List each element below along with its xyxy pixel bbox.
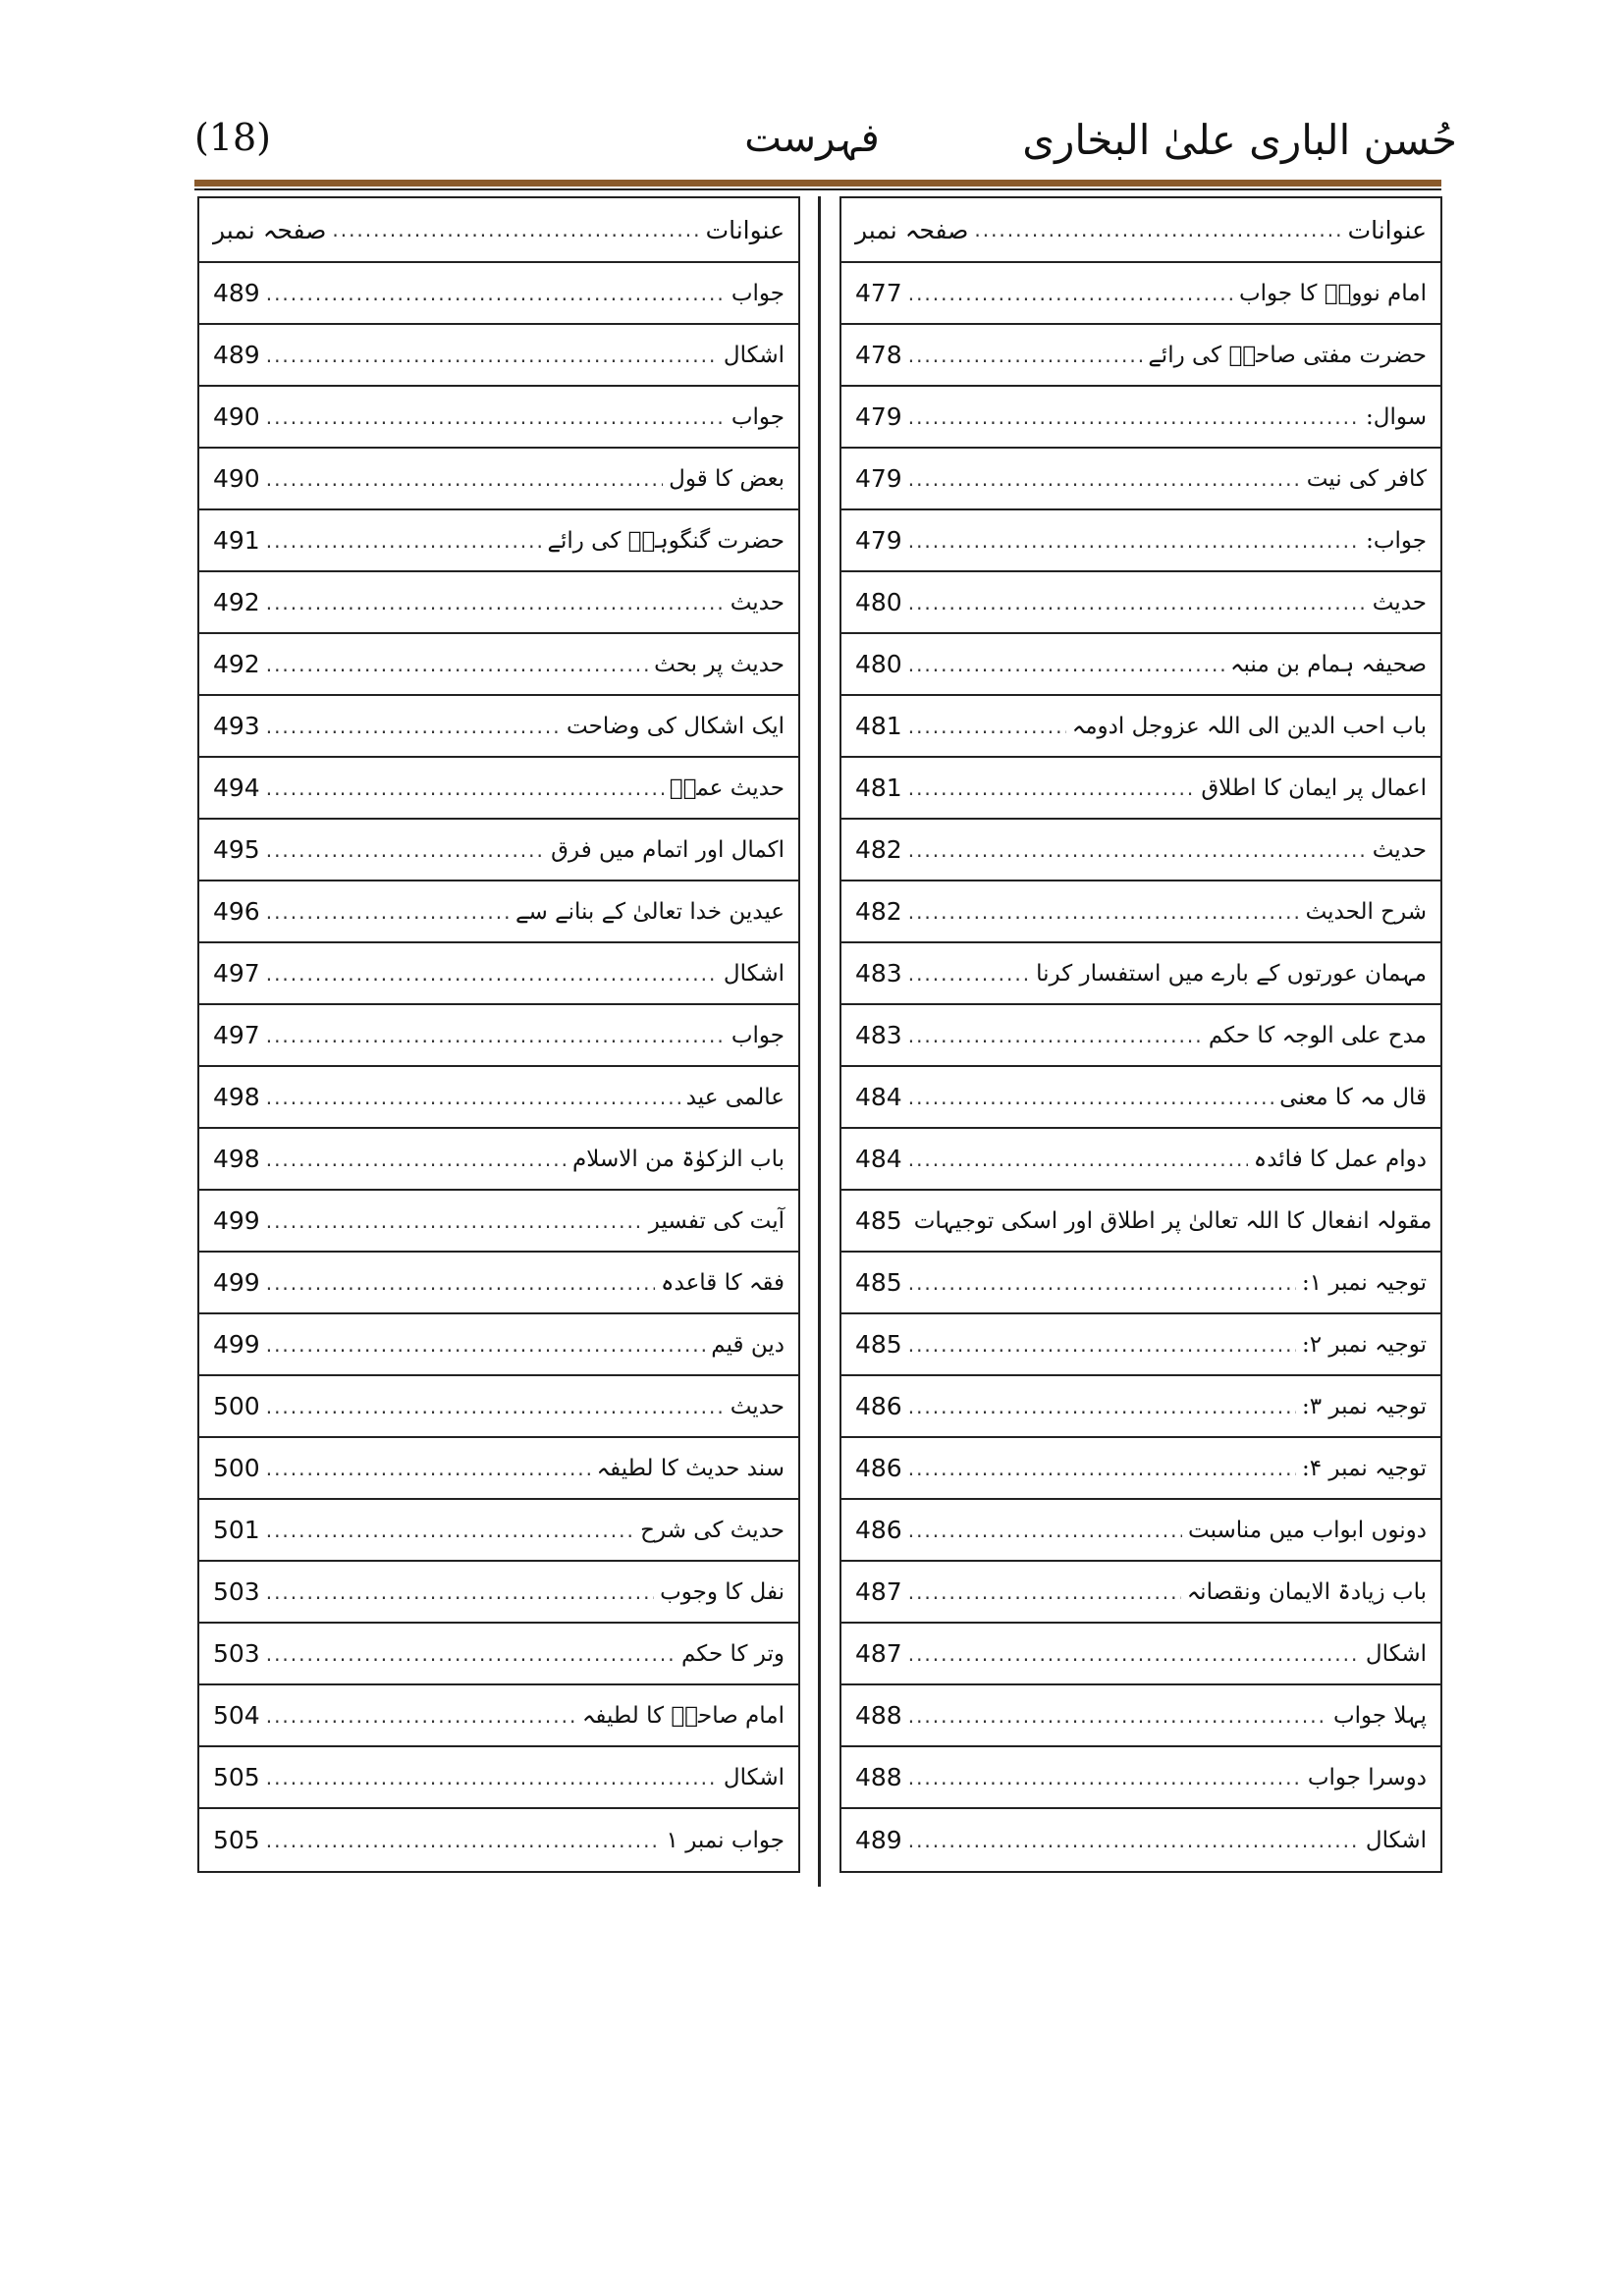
leader-dots [266, 838, 545, 862]
entry-title: مدح علی الوجہ کا حکم [1208, 1022, 1427, 1048]
column-divider [818, 196, 821, 1887]
index-column-right [839, 196, 1442, 1873]
entry-page-number: 485 [855, 1330, 902, 1359]
entry-page-number: 482 [855, 835, 902, 864]
index-entry-row [199, 572, 798, 634]
leader-dots [266, 1333, 706, 1357]
leader-dots [266, 1766, 718, 1789]
entry-title: باب زیادۃ الایمان ونقصانہ [1186, 1578, 1427, 1605]
entry-page-number: 489 [213, 279, 260, 307]
leader-dots [908, 282, 1233, 305]
entry-page-number: 492 [213, 588, 260, 616]
entry-page-number: 500 [213, 1392, 260, 1420]
leader-dots [266, 776, 664, 800]
index-entry-row [841, 1438, 1440, 1500]
index-entry-row [199, 1747, 798, 1809]
entry-page-number: 503 [213, 1577, 260, 1606]
leader-dots [908, 467, 1301, 491]
leader-dots [266, 282, 726, 305]
index-entry-row [841, 510, 1440, 572]
leader-dots [266, 591, 725, 614]
entry-title: نفل کا وجوب [660, 1578, 785, 1605]
index-column-left [197, 196, 800, 1873]
entry-page-number: 503 [213, 1639, 260, 1668]
entry-page-number: 487 [855, 1639, 902, 1668]
entry-page-number: 505 [213, 1826, 260, 1854]
leader-dots [908, 776, 1196, 800]
leader-dots [908, 591, 1367, 614]
entry-title: اعمال پر ایمان کا اطلاق [1201, 774, 1427, 801]
entry-page-number: 486 [855, 1516, 902, 1544]
entry-page-number: 479 [855, 526, 902, 555]
leader-dots [908, 653, 1224, 676]
index-entry-row [841, 696, 1440, 758]
index-entry-row [841, 1191, 1440, 1253]
index-entry-row [199, 1685, 798, 1747]
entry-title: توجیہ نمبر ۲: [1302, 1331, 1427, 1358]
entry-title: اشکال [723, 1764, 785, 1790]
leader-dots [974, 218, 1341, 241]
leader-dots [908, 1457, 1296, 1480]
entry-title: حدیث [730, 1393, 785, 1419]
entry-title: دونوں ابواب میں مناسبت [1187, 1517, 1427, 1543]
entry-page-number: 498 [213, 1083, 260, 1111]
index-entry-row [841, 1685, 1440, 1747]
leader-dots [908, 529, 1360, 553]
leader-dots [908, 1766, 1302, 1789]
index-entry-row [199, 1809, 798, 1871]
leader-dots [266, 653, 648, 676]
index-entry-row [841, 758, 1440, 820]
entry-title: حدیث عمرؓ [669, 774, 785, 801]
index-entry-row [841, 1562, 1440, 1624]
leader-dots [266, 344, 718, 367]
index-entry-row [841, 1624, 1440, 1685]
entry-page-number: 480 [855, 650, 902, 678]
entry-title: توجیہ نمبر ۴: [1302, 1455, 1427, 1481]
entry-page-number: 497 [213, 1021, 260, 1049]
index-entry-row [199, 758, 798, 820]
entry-page-number: 499 [213, 1330, 260, 1359]
entry-page-number: 491 [213, 526, 260, 555]
entry-title: بعض کا قول [669, 465, 785, 492]
index-entry-row [841, 1809, 1440, 1871]
entry-page-number: 497 [213, 959, 260, 988]
leader-dots [908, 1024, 1203, 1047]
entry-page-number: 489 [213, 341, 260, 369]
leader-dots [266, 1086, 680, 1109]
entry-page-number: 489 [855, 1826, 902, 1854]
entry-page-number: 479 [855, 464, 902, 493]
leader-dots [266, 715, 561, 738]
entry-title: حدیث [730, 589, 785, 615]
index-entry-row [199, 1314, 798, 1376]
index-entry-row [841, 263, 1440, 325]
entry-title: شرح الحدیث [1305, 898, 1427, 925]
entry-page-number: 499 [213, 1268, 260, 1297]
index-entry-row [841, 1067, 1440, 1129]
book-title: حُسن الباری علیٰ البخاری [1022, 116, 1457, 164]
leader-dots [266, 1829, 661, 1852]
entry-title: حدیث [1372, 589, 1427, 615]
leader-dots [908, 900, 1300, 924]
leader-dots [908, 1580, 1181, 1604]
entry-page-number: 483 [855, 1021, 902, 1049]
entry-page-number: 499 [213, 1206, 260, 1235]
entry-title: اشکال [1365, 1640, 1427, 1667]
leader-dots [908, 1086, 1273, 1109]
index-entry-row [841, 572, 1440, 634]
index-entry-row [199, 1129, 798, 1191]
entry-page-number: 495 [213, 835, 260, 864]
entry-title: امام صاحبؒ کا لطیفہ [581, 1702, 785, 1729]
index-entry-row [841, 387, 1440, 449]
index-entry-row [841, 1129, 1440, 1191]
index-entry-row [841, 820, 1440, 881]
entry-title: عیدین خدا تعالیٰ کے بنانے سے [515, 898, 785, 925]
entry-title: حضرت مفتی صاحبؒ کی رائے [1148, 342, 1427, 368]
leader-dots [266, 1395, 725, 1418]
entry-page-number: 477 [855, 279, 902, 307]
entry-page-number: 482 [855, 897, 902, 926]
entry-page-number: 487 [855, 1577, 902, 1606]
index-entry-row [199, 1191, 798, 1253]
entry-title: جواب [731, 1022, 785, 1048]
entry-page-number: 501 [213, 1516, 260, 1544]
index-entry-row [841, 1747, 1440, 1809]
entry-page-number: 494 [213, 774, 260, 802]
section-title: فہرست [744, 116, 880, 161]
index-entry-row [199, 1253, 798, 1314]
leader-dots [266, 467, 663, 491]
leader-dots [332, 218, 699, 241]
leader-dots [266, 405, 726, 429]
leader-dots [266, 1704, 576, 1728]
entry-page-number: 483 [855, 959, 902, 988]
leader-dots [908, 1333, 1296, 1357]
leader-dots [908, 1519, 1182, 1542]
index-entry-row [841, 325, 1440, 387]
index-entry-row [199, 881, 798, 943]
entry-title: جواب نمبر ۱ [666, 1827, 785, 1853]
entry-title: امام نوویؒ کا جواب [1239, 280, 1427, 306]
index-entry-row [199, 1562, 798, 1624]
entry-page-number: 480 [855, 588, 902, 616]
leader-dots [908, 1704, 1327, 1728]
entry-title: حدیث پر بحث [654, 651, 785, 677]
table-header-row [841, 198, 1440, 263]
index-entry-row [841, 881, 1440, 943]
leader-dots [908, 838, 1367, 862]
entry-title: حدیث [1372, 836, 1427, 863]
index-entry-row [199, 1005, 798, 1067]
index-entry-row [199, 1624, 798, 1685]
index-entry-row [199, 634, 798, 696]
index-entry-row [199, 325, 798, 387]
entry-title: آیت کی تفسیر [648, 1207, 785, 1234]
entry-page-number: 490 [213, 464, 260, 493]
index-entry-row [199, 1376, 798, 1438]
entry-page-number: 486 [855, 1454, 902, 1482]
entry-page-number: 505 [213, 1763, 260, 1791]
entry-title: فقہ کا قاعدہ [661, 1269, 785, 1296]
entry-title: دوام عمل کا فائدہ [1253, 1146, 1427, 1172]
page-column-label: صفحہ نمبر [213, 215, 327, 244]
index-entry-row [199, 263, 798, 325]
entry-page-number: 488 [855, 1763, 902, 1791]
entry-title: اشکال [723, 960, 785, 987]
title-column-label: عنوانات [1347, 215, 1427, 244]
index-entry-row [199, 449, 798, 510]
entry-title: دین قیم [711, 1331, 785, 1358]
entry-title: کافر کی نیت [1306, 465, 1427, 492]
entry-page-number: 481 [855, 712, 902, 740]
index-entry-row [841, 1253, 1440, 1314]
index-entry-row [199, 510, 798, 572]
entry-title: حضرت گنگوہیؒ کی رائے [547, 527, 785, 554]
entry-title: باب الزکوٰۃ من الاسلام [572, 1146, 785, 1172]
page-column-label: صفحہ نمبر [855, 215, 969, 244]
index-entry-row [841, 634, 1440, 696]
leader-dots [266, 1271, 655, 1295]
entry-page-number: 488 [855, 1701, 902, 1730]
leader-dots [266, 1580, 654, 1604]
entry-title: جواب [731, 403, 785, 430]
leader-dots [908, 1271, 1296, 1295]
page-number: (18) [194, 116, 272, 159]
index-entry-row [199, 1067, 798, 1129]
entry-page-number: 500 [213, 1454, 260, 1482]
entry-title: مقولہ انفعال کا اللہ تعالیٰ پر اطلاق اور اسکی توجیہات [913, 1207, 1433, 1234]
entry-title: قال مہ کا معنی [1279, 1084, 1427, 1110]
entry-page-number: 485 [855, 1268, 902, 1297]
leader-dots [908, 1395, 1296, 1418]
entry-page-number: 484 [855, 1145, 902, 1173]
entry-title: دوسرا جواب [1307, 1764, 1427, 1790]
leader-dots [908, 1642, 1360, 1666]
table-header-row [199, 198, 798, 263]
page-header [0, 0, 1624, 187]
entry-title: عالمی عید [685, 1084, 785, 1110]
leader-dots [266, 1148, 567, 1171]
leader-dots [266, 962, 718, 986]
entry-title: اکمال اور اتمام میں فرق [551, 836, 785, 863]
index-entry-row [841, 943, 1440, 1005]
index-entry-row [199, 820, 798, 881]
index-entry-row [841, 1005, 1440, 1067]
leader-dots [266, 1519, 634, 1542]
entry-title: سند حدیث کا لطیفہ [596, 1455, 785, 1481]
header-rule-black [194, 188, 1441, 190]
entry-title: توجیہ نمبر ۳: [1302, 1393, 1427, 1419]
entry-page-number: 479 [855, 402, 902, 431]
entry-page-number: 490 [213, 402, 260, 431]
title-column-label: عنوانات [705, 215, 785, 244]
entry-title: پہلا جواب [1332, 1702, 1427, 1729]
entry-title: صحیفہ ہمام بن منبہ [1230, 651, 1427, 677]
index-entry-row [841, 1500, 1440, 1562]
index-entry-row [199, 696, 798, 758]
entry-page-number: 484 [855, 1083, 902, 1111]
index-entry-row [199, 943, 798, 1005]
header-rule-brown [194, 180, 1441, 187]
entry-title: جواب: [1366, 527, 1427, 554]
entry-page-number: 492 [213, 650, 260, 678]
leader-dots [266, 1024, 726, 1047]
entry-title: سوال: [1365, 403, 1427, 430]
entry-page-number: 478 [855, 341, 902, 369]
entry-page-number: 485 [855, 1206, 902, 1235]
leader-dots [908, 1829, 1360, 1852]
index-entry-row [841, 1314, 1440, 1376]
entry-title: اشکال [1365, 1827, 1427, 1853]
leader-dots [266, 900, 510, 924]
leader-dots [908, 344, 1143, 367]
entry-title: حدیث کی شرح [640, 1517, 785, 1543]
entry-title: ایک اشکال کی وضاحت [567, 713, 785, 739]
entry-title: باب احب الدین الی اللہ عزوجل ادومہ [1071, 713, 1427, 739]
entry-page-number: 498 [213, 1145, 260, 1173]
leader-dots [908, 962, 1030, 986]
entry-title: اشکال [723, 342, 785, 368]
index-entry-row [841, 449, 1440, 510]
leader-dots [266, 529, 542, 553]
leader-dots [908, 1148, 1248, 1171]
entry-title: جواب [731, 280, 785, 306]
leader-dots [908, 405, 1360, 429]
entry-page-number: 493 [213, 712, 260, 740]
entry-page-number: 481 [855, 774, 902, 802]
leader-dots [266, 1209, 643, 1233]
entry-title: توجیہ نمبر ۱: [1302, 1269, 1427, 1296]
leader-dots [266, 1642, 676, 1666]
leader-dots [266, 1457, 591, 1480]
index-entry-row [199, 387, 798, 449]
index-entry-row [841, 1376, 1440, 1438]
index-entry-row [199, 1438, 798, 1500]
entry-title: مہمان عورتوں کے بارے میں استفسار کرنا [1036, 960, 1427, 987]
entry-title: وتر کا حکم [680, 1640, 785, 1667]
index-entry-row [199, 1500, 798, 1562]
entry-page-number: 504 [213, 1701, 260, 1730]
leader-dots [908, 715, 1066, 738]
entry-page-number: 486 [855, 1392, 902, 1420]
entry-page-number: 496 [213, 897, 260, 926]
